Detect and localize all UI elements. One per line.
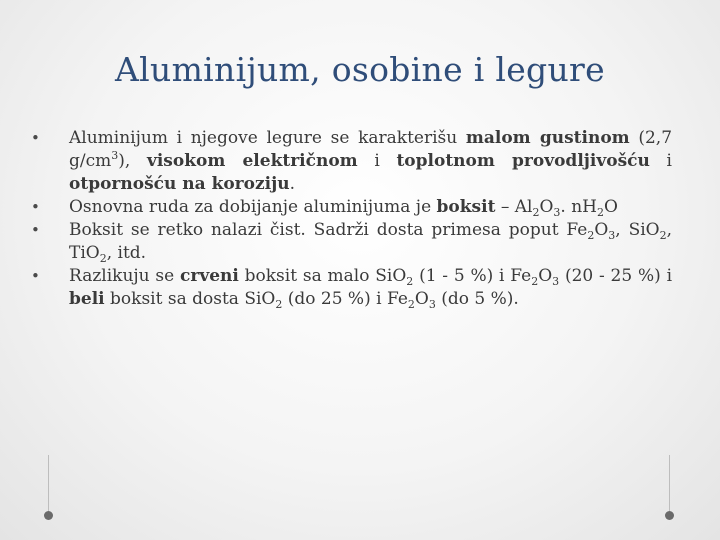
subscript: 2: [532, 206, 540, 219]
subscript: 2: [659, 229, 667, 242]
text: O: [604, 197, 618, 217]
text: (do 25 %) i Fe: [282, 289, 408, 309]
subscript: 2: [597, 206, 604, 219]
text: . nH: [560, 197, 597, 217]
text: O: [538, 266, 553, 286]
bold-text: malom gustinom: [465, 128, 630, 148]
bold-text: visokom električnom: [146, 151, 358, 171]
text: (do 5 %).: [435, 289, 519, 309]
text: O: [539, 197, 554, 217]
text: boksit sa dosta SiO: [104, 289, 276, 309]
subscript: 2: [406, 275, 414, 288]
text: O: [414, 289, 429, 309]
text: boksit sa malo SiO: [238, 266, 407, 286]
bullet-icon: •: [31, 267, 40, 285]
text: (2,7 g/cm: [69, 128, 673, 171]
subscript: 2: [407, 298, 415, 311]
subscript: 2: [275, 298, 283, 311]
text: (1 - 5 %) i Fe: [413, 266, 532, 286]
subscript: 2: [99, 252, 107, 265]
text: Razlikuju se: [69, 266, 181, 286]
bullet-icon: •: [31, 198, 40, 216]
text: ),: [118, 151, 147, 171]
decorative-dot-left-icon: [44, 511, 53, 520]
text: – Al: [495, 197, 533, 217]
bullet-item-3: [28, 219, 672, 265]
bullet-icon: •: [31, 129, 40, 147]
subscript: 3: [552, 275, 560, 288]
bold-text: beli: [69, 289, 105, 309]
text: Aluminijum i njegove legure se karakterišu: [69, 128, 466, 148]
subscript: 3: [608, 229, 616, 242]
bullet-item-1: [28, 127, 672, 196]
text: i: [357, 151, 397, 171]
text: , TiO: [69, 220, 672, 263]
decorative-line-left: [48, 455, 49, 511]
text: Osnovna ruda za dobijanje aluminijuma je: [69, 197, 437, 217]
text: (20 - 25 %) i: [559, 266, 673, 286]
bullet-icon: •: [31, 221, 40, 239]
bullet-list: [28, 127, 672, 311]
text: , itd.: [106, 243, 147, 263]
slide-title: Aluminijum, osobine i legure: [115, 50, 605, 89]
bold-text: boksit: [436, 197, 496, 217]
text: i: [649, 151, 672, 171]
subscript: 3: [553, 206, 561, 219]
bold-text: toplotnom provodljivošću: [396, 151, 650, 171]
bullet-item-4: [28, 265, 672, 311]
bullet-item-2: [28, 196, 672, 219]
superscript: 3: [111, 149, 119, 162]
text: , SiO: [615, 220, 660, 240]
subscript: 2: [531, 275, 539, 288]
text: .: [289, 174, 296, 194]
subscript: 3: [428, 298, 436, 311]
subscript: 2: [587, 229, 595, 242]
text: Boksit se retko nalazi čist. Sadrži dosta primesa poput Fe: [69, 220, 588, 240]
decorative-line-right: [669, 455, 670, 511]
text: O: [594, 220, 609, 240]
decorative-dot-right-icon: [665, 511, 674, 520]
bold-text: crveni: [180, 266, 239, 286]
bold-text: otpornošću na koroziju: [69, 174, 290, 194]
